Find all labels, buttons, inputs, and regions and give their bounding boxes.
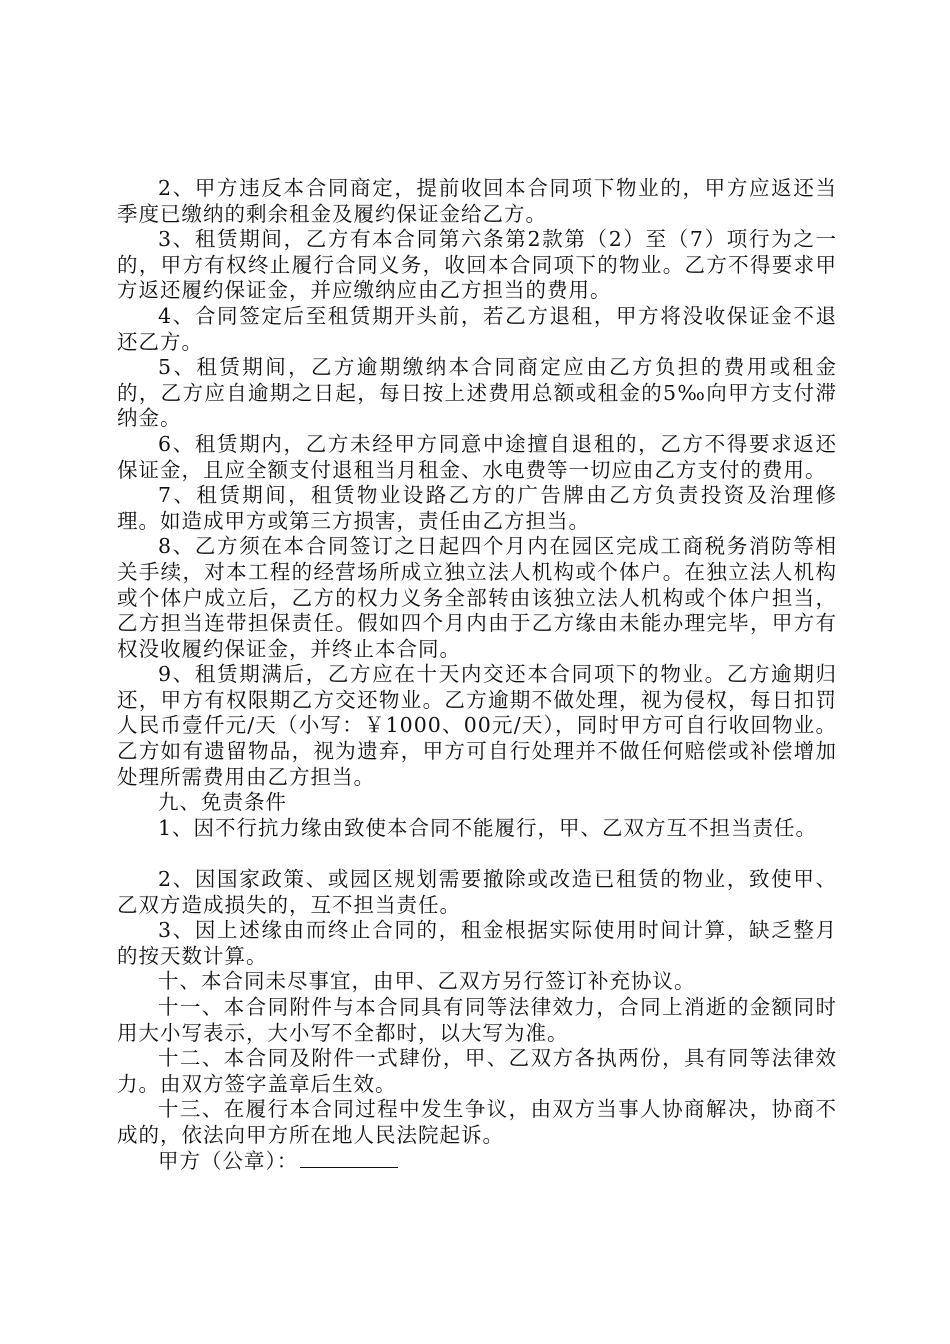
clause-paragraph: 十三、在履行本合同过程中发生争议，由双方当事人协商解决，协商不成的，依法向甲方所在地人民法院起诉。 (117, 1097, 837, 1147)
clause-paragraph: 7、租赁期间，租赁物业设路乙方的广告牌由乙方负责投资及治理修理。如造成甲方或第三方损害，责任由乙方担当。 (117, 483, 837, 533)
clause-paragraph: 1、因不行抗力缘由致使本合同不能履行，甲、乙双方互不担当责任。 (158, 815, 818, 840)
clause-paragraph: 9、租赁期满后，乙方应在十天内交还本合同项下的物业。乙方逾期归还，甲方有权限期乙方交还物业。乙方逾期不做处理，视为侵权，每日扣罚人民币壹仟元/天（小写：￥1000、00元/天），同时甲方可自行收回物业。乙方如有遗留物品，视为遗弃，甲方可自行处理并不做任何赔偿或补偿增加处理所需费用由乙方担当。 (117, 662, 837, 789)
clause-paragraph: 2、甲方违反本合同商定，提前收回本合同项下物业的，甲方应返还当季度已缴纳的剩余租金及履约保证金给乙方。 (117, 176, 837, 226)
section-heading: 九、免责条件 (158, 790, 287, 815)
clause-paragraph: 5、租赁期间，乙方逾期缴纳本合同商定应由乙方负担的费用或租金的，乙方应自逾期之日起，每日按上述费用总额或租金的5‰向甲方支付滞纳金。 (117, 355, 837, 431)
signature-blank (300, 1149, 398, 1168)
contract-body (117, 176, 837, 1174)
signature-line (117, 1149, 837, 1175)
clause-paragraph: 3、租赁期间，乙方有本合同第六条第2款第（2）至（7）项行为之一的，甲方有权终止履行合同义务，收回本合同项下的物业。乙方不得要求甲方返还履约保证金，并应缴纳应由乙方担当的费用。 (117, 227, 837, 303)
clause-paragraph: 十一、本合同附件与本合同具有同等法律效力，合同上消逝的金额同时用大小写表示，大小写不全都时，以大写为准。 (117, 995, 837, 1045)
clause-paragraph: 2、因国家政策、或园区规划需要撤除或改造已租赁的物业，致使甲、乙双方造成损失的，互不担当责任。 (117, 867, 837, 917)
clause-paragraph: 3、因上述缘由而终止合同的，租金根据实际使用时间计算，缺乏整月的按天数计算。 (117, 918, 837, 968)
clause-paragraph: 十二、本合同及附件一式肆份，甲、乙双方各执两份，具有同等法律效力。由双方签字盖章后生效。 (117, 1046, 837, 1096)
clause-paragraph: 8、乙方须在本合同签订之日起四个月内在园区完成工商税务消防等相关手续，对本工程的经营场所成立独立法人机构或个体户。在独立法人机构或个体户成立后，乙方的权力义务全部转由该独立法人机构或个体户担当，乙方担当连带担保责任。假如四个月内由于乙方缘由未能办理完毕，甲方有权没收履约保证金，并终止本合同。 (117, 534, 837, 661)
clause-paragraph: 4、合同签定后至租赁期开头前，若乙方退租，甲方将没收保证金不退还乙方。 (117, 303, 837, 354)
clause-paragraph: 十、本合同未尽事宜，由甲、乙双方另行签订补充协议。 (158, 969, 696, 994)
clause-paragraph: 6、租赁期内，乙方未经甲方同意中途擅自退租的，乙方不得要求返还保证金，且应全额支付退租当月租金、水电费等一切应由乙方支付的费用。 (117, 431, 837, 482)
paragraph-gap (117, 841, 837, 867)
signature-label: 甲方（公章）： (158, 1148, 299, 1173)
